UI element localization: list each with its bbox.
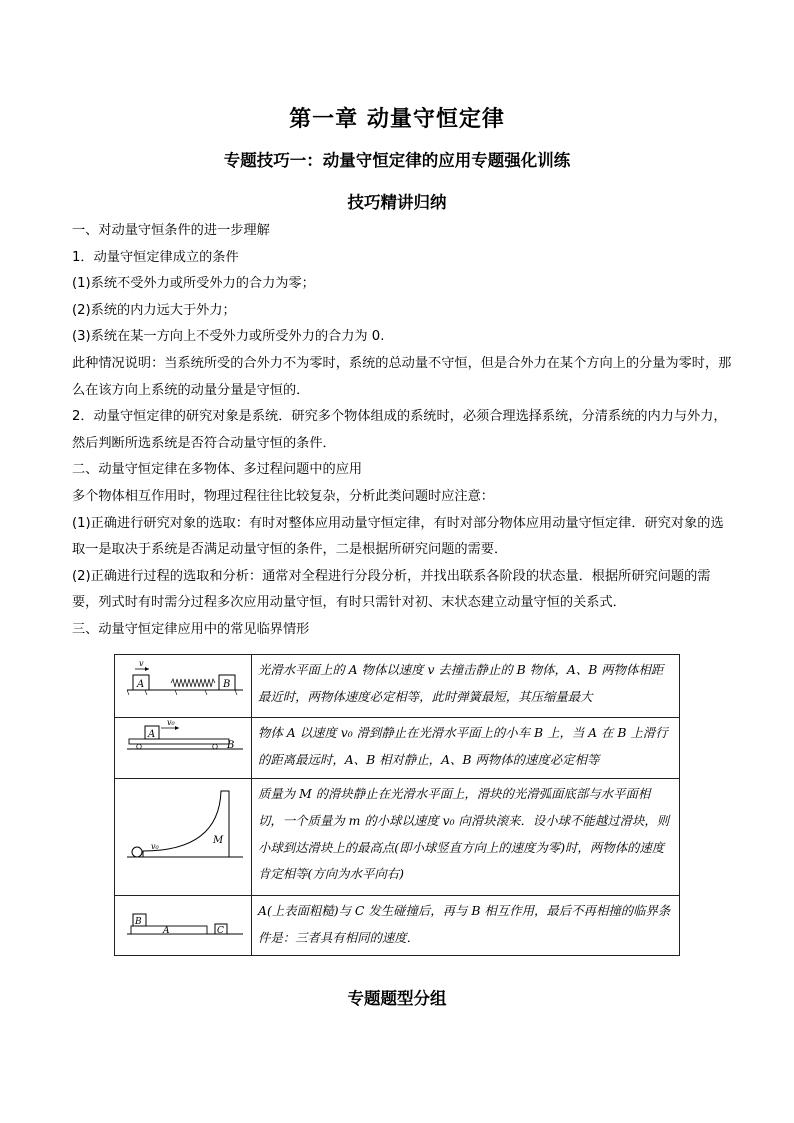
three-blocks-figure (115, 896, 251, 951)
paragraph: (1)正确进行研究对象的选取：有时对整体应用动量守恒定律，有时对部分物体应用动量守恒定律．研究对象的选取一是取决于系统是否满足动量守恒的条件，二是根据所研究问题的需要． (72, 515, 724, 558)
ball (132, 847, 142, 857)
heading-1: 一、对动量守恒条件的进一步理解 (72, 223, 270, 238)
curved-slider-figure (115, 779, 251, 891)
table-cell-text: 物体 A 以速度 v₀ 滑到静止在光滑水平面上的小车 B 上，当 A 在 B 上滑行的距离最远时，A、B 相对静止，A、B 两物体的速度必定相等 (252, 718, 680, 779)
spring-icon (171, 679, 215, 687)
table-row (115, 655, 680, 718)
velocity-label: v₀ (151, 842, 159, 851)
block-a-label: A (148, 729, 156, 740)
table-cell-text: 质量为 M 的滑块静止在光滑水平面上，滑块的光滑弧面底部与水平面相切，一个质量为 m 的小球以速度 v₀ 向滑块滚来．设小球不能越过滑块，则小球到达滑块上的最高点(即小球竖直方向上的速度为零)时，两物体的速度肯定相等(方向为水平向右) (252, 779, 680, 896)
figure-cell (115, 718, 252, 779)
topic-subtitle: 专题技巧一：动量守恒定律的应用专题强化训练 (223, 151, 571, 170)
velocity-label: v₀ (167, 718, 175, 727)
chapter-title: 第一章 动量守恒定律 (289, 106, 505, 132)
block-a-label: A (137, 679, 145, 690)
block-on-cart-figure (115, 718, 251, 774)
paragraph: 1．动量守恒定律成立的条件 (72, 249, 239, 265)
block-a-label: A (163, 926, 170, 936)
block-b-label: B (223, 679, 231, 690)
paragraph: 多个物体相互作用时，物理过程往往比较复杂，分析此类问题时应注意： (72, 488, 494, 504)
critical-cases-table (114, 654, 680, 956)
paragraph: (2)正确进行过程的选取和分析：通常对全程进行分段分析，并找出联系各阶段的状态量．根据所研究问题的需要，列式时有时需分过程多次应用动量守恒，有时只需针对初、末状态建立动量守恒的关系式． (72, 568, 711, 611)
heading-2: 二、动量守恒定律在多物体、多过程问题中的应用 (72, 462, 363, 478)
paragraph: (1)系统不受外力或所受外力的合力为零； (72, 276, 315, 292)
paragraph: 2．动量守恒定律的研究对象是系统．研究多个物体组成的系统时，必须合理选择系统，分清系统的内力与外力，然后判断所选系统是否符合动量守恒的条件． (72, 409, 727, 451)
table-cell-text: 光滑水平面上的 A 物体以速度 v 去撞击静止的 B 物体，A、B 两物体相距最近时，两物体速度必定相等，此时弹簧最短，其压缩量最大 (252, 655, 680, 718)
table-row (115, 718, 680, 779)
section-heading-groups: 专题题型分组 (347, 989, 447, 1008)
cart-b-label: B (227, 740, 235, 751)
figure-cell (115, 655, 252, 718)
figure-cell (115, 896, 252, 956)
velocity-label: v (139, 659, 144, 668)
table-row (115, 779, 680, 896)
heading-3: 三、动量守恒定律应用中的常见临界情形 (72, 621, 310, 637)
block-c-label: C (217, 926, 224, 936)
figure-cell (115, 779, 252, 896)
section-heading-skills: 技巧精讲归纳 (347, 193, 447, 212)
table-row (115, 896, 680, 956)
paragraph: (3)系统在某一方向上不受外力或所受外力的合力为 0. (72, 329, 385, 345)
slider-m-label: M (213, 835, 224, 846)
block-b-label: B (135, 917, 142, 927)
body-text (72, 218, 732, 644)
paragraph: (2)系统的内力远大于外力； (72, 302, 236, 318)
paragraph: 此种情况说明：当系统所受的合外力不为零时，系统的总动量不守恒，但是合外力在某个方向上的分量为零时，那么在该方向上系统的动量分量是守恒的． (72, 355, 732, 398)
table-cell-text: A(上表面粗糙)与 C 发生碰撞后，再与 B 相互作用，最后不再相撞的临界条件是：三者具有相同的速度． (252, 896, 680, 956)
spring-collision-figure (115, 655, 251, 713)
